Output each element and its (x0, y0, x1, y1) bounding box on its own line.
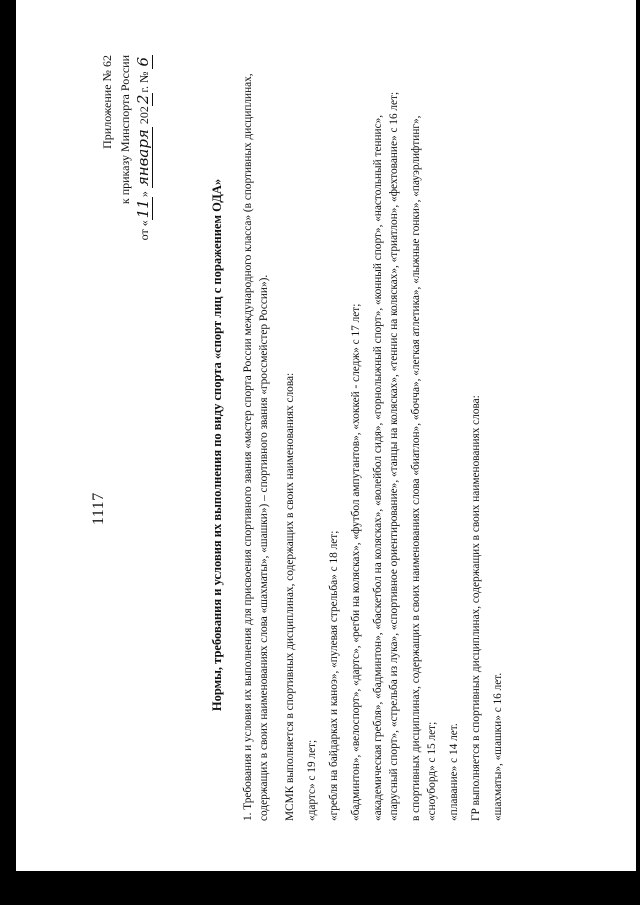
annex-order-ref: к приказу Минспорта России (118, 55, 132, 205)
handwritten-year-digit: 2 (134, 94, 152, 105)
paragraph-msmk-intro: МСМК выполняется в спортивных дисциплинах, содержащих в своих наименованиях слова: (284, 372, 296, 821)
paragraph-age-15: в спортивных дисциплинах, содержащих в своих наименованиях слова «биатлон», «бочча», «легкая атлетика», «лыжные гонки», «пауэрлифтинг», «сноуборд» с 15 лет; (410, 115, 438, 821)
handwritten-order-number: 6 (134, 57, 152, 67)
paragraph-age-16: «академическая гребля», «бадминтон», «баскетбол на колясках», «волейбол сидя», «горнолыжный спорт», «конный спорт», «настольный теннис», «парусный спорт», «стрельба из лука», «спортивное ориентирование», «танцы на колясках», «теннис на колясках», «триатлон», «фехтование» с 16 лет; (372, 91, 400, 821)
paragraph-gr-intro: ГР выполняется в спортивных дисциплинах, содержащих в своих наименованиях слова: (470, 395, 482, 821)
scan-border-bottom (0, 871, 640, 905)
rotated-document-page (40, 45, 504, 845)
paragraph-rowing-shooting: «гребля на байдарках и каноэ», «пулевая стрельба» с 18 лет; (328, 530, 340, 821)
paragraph-darts: «дартс» с 19 лет; (306, 739, 318, 821)
scan-border-right (636, 0, 640, 905)
paragraph-swimming: «плавание» с 14 лет. (448, 723, 460, 821)
handwritten-month: января (134, 129, 152, 187)
paragraph-age-17: «бадминтон», «велоспорт», «дартс», «регби на колясках», «футбол ампутантов», «хоккей - следж» с 17 лет; (350, 303, 362, 821)
document-title: Нормы, требования и условия их выполнения по виду спорта «спорт лиц с поражением ОДА» (210, 178, 224, 712)
annex-number: Приложение № 62 (100, 55, 114, 149)
document-body (240, 61, 512, 821)
page-number: 1117 (90, 492, 107, 525)
annex-date-line: от «11» января 2022г. № 6 (134, 57, 152, 241)
scan-border-left (0, 0, 16, 905)
paragraph-requirements: 1. Требования и условия их выполнения для присвоения спортивного звания «мастер спорта России международного класса» (в спортивных дисциплинах, содержащих в своих наименованиях слова «шахматы», «шашки») – спортивного звания «гроссмейстер России»). (242, 73, 270, 821)
annex-header (98, 55, 153, 315)
handwritten-day: 11 (134, 199, 152, 219)
paragraph-chess-checkers: «шахматы», «шашки» с 16 лет. (492, 672, 504, 821)
